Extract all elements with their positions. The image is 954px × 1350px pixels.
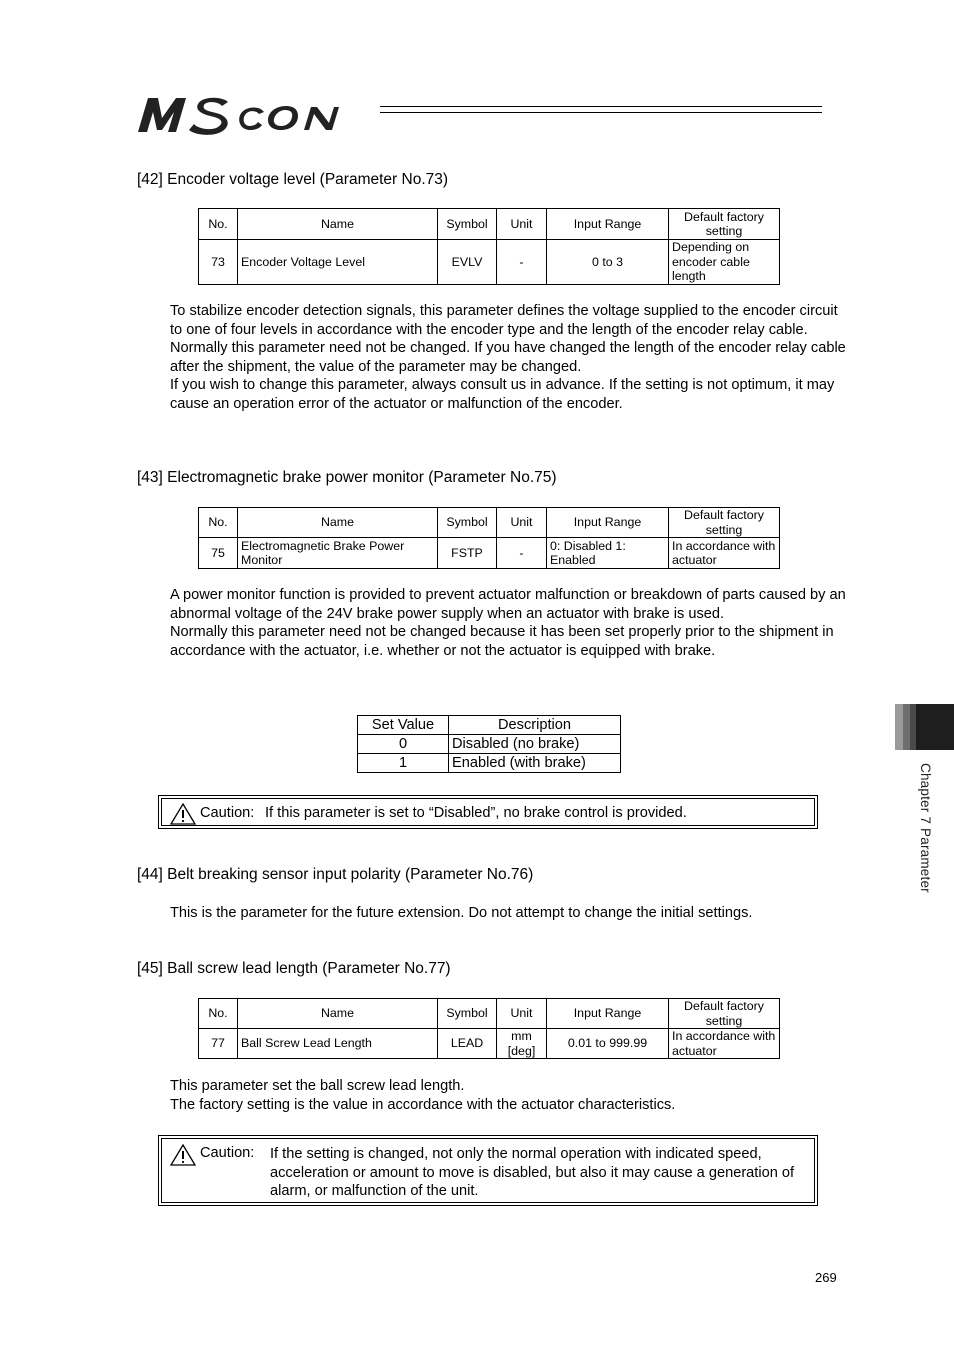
parameter-table	[198, 507, 780, 569]
col-header-default: Default factory setting	[669, 209, 780, 240]
cell-default: In accordance with actuator	[669, 1029, 780, 1059]
cell-no: 77	[199, 1029, 238, 1059]
caution-text: If this parameter is set to “Disabled”, no brake control is provided.	[265, 805, 687, 821]
caution-label: Caution:	[200, 1145, 255, 1161]
mscon-logo	[136, 92, 368, 136]
col-header-symbol: Symbol	[438, 999, 497, 1029]
paragraph: If you wish to change this parameter, always consult us in advance. If the setting is not optimum, it may cause an operation error of the actuator or malfunction of the encoder.	[170, 377, 835, 412]
section-body	[170, 904, 850, 923]
section-body	[170, 586, 850, 660]
cell-symbol: EVLV	[438, 240, 497, 285]
cell-name: Ball Screw Lead Length	[238, 1029, 438, 1059]
cell-description: Disabled (no brake)	[449, 735, 621, 754]
col-header-no: No.	[199, 508, 238, 538]
col-header-name: Name	[238, 209, 438, 240]
col-header-default: Default factory setting	[669, 508, 780, 538]
cell-unit: -	[497, 240, 547, 285]
col-header-name: Name	[238, 999, 438, 1029]
col-header-description: Description	[449, 716, 621, 735]
col-header-symbol: Symbol	[438, 508, 497, 538]
col-header-name: Name	[238, 508, 438, 538]
cell-input-range: 0: Disabled 1: Enabled	[547, 538, 669, 569]
col-header-no: No.	[199, 209, 238, 240]
paragraph: Normally this parameter need not be changed. If you have changed the length of the encoder relay cable after the shipment, the value of the parameter may be changed.	[170, 340, 846, 375]
col-header-symbol: Symbol	[438, 209, 497, 240]
section-heading: [45] Ball screw lead length (Parameter No.77)	[137, 960, 451, 977]
cell-name: Electromagnetic Brake Power Monitor	[238, 538, 438, 569]
parameter-table	[198, 208, 780, 285]
col-header-input-range: Input Range	[547, 209, 669, 240]
section-heading: [44] Belt breaking sensor input polarity (Parameter No.76)	[137, 866, 534, 883]
page-number: 269	[815, 1270, 837, 1285]
paragraph: Normally this parameter need not be changed because it has been set properly prior to the shipment in accordance with the actuator, i.e. whether or not the actuator is equipped with brake.	[170, 624, 834, 659]
cell-symbol: LEAD	[438, 1029, 497, 1059]
cell-no: 75	[199, 538, 238, 569]
cell-description: Enabled (with brake)	[449, 754, 621, 773]
header-rule	[380, 106, 822, 107]
section-body	[170, 1077, 850, 1114]
col-header-input-range: Input Range	[547, 508, 669, 538]
col-header-set-value: Set Value	[358, 716, 449, 735]
cell-unit: mm [deg]	[497, 1029, 547, 1059]
section-heading: [43] Electromagnetic brake power monitor (Parameter No.75)	[137, 469, 557, 486]
cell-no: 73	[199, 240, 238, 285]
cell-unit: -	[497, 538, 547, 569]
col-header-unit: Unit	[497, 209, 547, 240]
cell-set-value: 1	[358, 754, 449, 773]
col-header-unit: Unit	[497, 999, 547, 1029]
paragraph: To stabilize encoder detection signals, this parameter defines the voltage supplied to the encoder circuit to one of four levels in accordance with the encoder type and the length of the encoder relay cable.	[170, 303, 838, 338]
warning-icon	[170, 803, 196, 825]
warning-icon	[170, 1144, 196, 1166]
caution-box	[158, 1135, 818, 1206]
cell-default: In accordance with actuator	[669, 538, 780, 569]
parameter-table	[198, 998, 780, 1059]
col-header-default: Default factory setting	[669, 999, 780, 1029]
section-body	[170, 302, 850, 413]
set-value-table	[357, 715, 621, 773]
cell-default: Depending on encoder cable length	[669, 240, 780, 285]
paragraph: This is the parameter for the future extension. Do not attempt to change the initial settings.	[170, 905, 753, 921]
caution-label: Caution:	[200, 805, 255, 821]
col-header-no: No.	[199, 999, 238, 1029]
header-rule	[380, 112, 822, 113]
paragraph: A power monitor function is provided to prevent actuator malfunction or breakdown of parts caused by an abnormal voltage of the 24V brake power supply when an actuator with brake is used.	[170, 587, 846, 622]
cell-input-range: 0.01 to 999.99	[547, 1029, 669, 1059]
col-header-input-range: Input Range	[547, 999, 669, 1029]
paragraph: This parameter set the ball screw lead length.	[170, 1078, 465, 1094]
cell-set-value: 0	[358, 735, 449, 754]
caution-text: If the setting is changed, not only the normal operation with indicated speed, acceleration or amount to move is disabled, but also it may cause a generation of alarm, or malfunction of the unit.	[270, 1146, 795, 1199]
cell-name: Encoder Voltage Level	[238, 240, 438, 285]
caution-box	[158, 795, 818, 829]
cell-symbol: FSTP	[438, 538, 497, 569]
paragraph: The factory setting is the value in accordance with the actuator characteristics.	[170, 1096, 676, 1113]
col-header-unit: Unit	[497, 508, 547, 538]
cell-input-range: 0 to 3	[547, 240, 669, 285]
chapter-label: Chapter 7 Parameter	[918, 763, 933, 893]
chapter-tab	[895, 704, 954, 750]
section-heading: [42] Encoder voltage level (Parameter No.73)	[137, 171, 449, 188]
